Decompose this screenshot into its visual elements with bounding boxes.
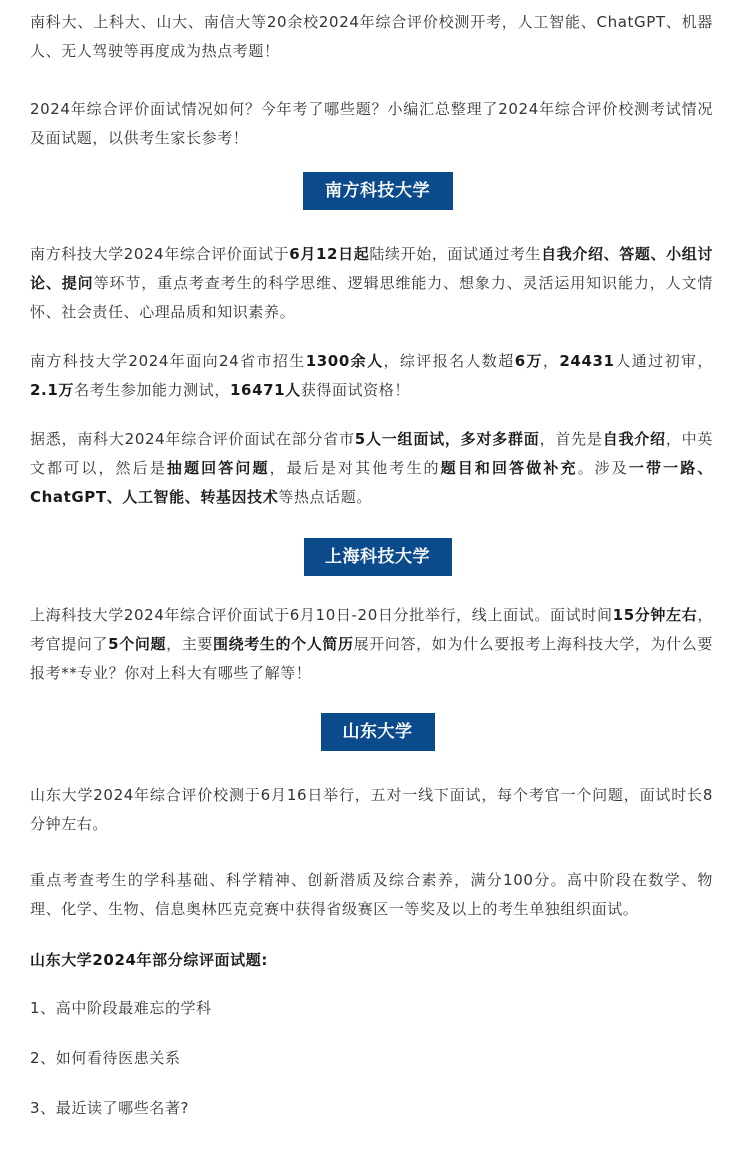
text-run: 展开问答，如为什么要报考上海科技大学，为什么要报考**专业？你对上科大有哪些了解等！ [30, 635, 713, 682]
section-heading-shanghaitech [30, 538, 713, 576]
text-run: ，中英文都可以，然后是 [30, 430, 713, 477]
section-heading-label: 南方科技大学 [303, 172, 453, 210]
bold-run: 1300余人 [305, 352, 384, 370]
text-run: 南方科技大学2024年综合评价面试于 [30, 245, 290, 263]
bold-run: 24431 [559, 352, 615, 370]
text-run: ，首先是 [539, 430, 603, 448]
text-run: 等环节，重点考查考生的科学思维、逻辑思维能力、想象力、灵活运用知识能力，人文情怀、社会责任、心理品质和知识素养。 [30, 274, 713, 321]
bold-run: 题目和回答做补充 [440, 459, 578, 477]
bold-run: 山东大学2024年部分综评面试题: [30, 951, 268, 969]
question-item: 2、如何看待医患关系 [30, 1049, 181, 1067]
bold-run: 5个问题 [108, 635, 167, 653]
sustech-paragraph [30, 425, 713, 512]
bold-run: 6月12日起 [289, 245, 370, 263]
sustech-paragraph [30, 347, 713, 405]
text-run: 人通过初审， [614, 352, 713, 370]
section-heading-sdu [30, 713, 713, 751]
bold-run: 2.1万 [30, 381, 74, 399]
text-run: 获得面试资格！ [300, 381, 410, 399]
sdu-questions-title [30, 946, 713, 975]
bold-run: 抽题回答问题 [166, 459, 270, 477]
section-heading-label: 上海科技大学 [304, 538, 452, 576]
sustech-paragraph [30, 240, 713, 327]
text-run: 名考生参加能力测试， [73, 381, 230, 399]
bold-run: 5人一组面试，多对多群面 [354, 430, 540, 448]
text-run: 陆续开始，面试通过考生 [369, 245, 542, 263]
text-run: ，考官提问了 [30, 606, 713, 653]
text-run: 上海科技大学2024年综合评价面试于6月10日-20日分批举行，线上面试。面试时间 [30, 606, 613, 624]
sdu-paragraph: 山东大学2024年综合评价校测于6月16日举行，五对一线下面试，每个考官一个问题，面试时长8分钟左右。 [30, 786, 713, 833]
section-heading-sustech [30, 172, 713, 210]
text-run: ，综评报名人数超 [383, 352, 515, 370]
bold-run: 15分钟左右 [612, 606, 698, 624]
text-run: 等热点话题。 [278, 488, 372, 506]
text-run: ，主要 [166, 635, 213, 653]
sdu-paragraph: 重点考查考生的学科基础、科学精神、创新潜质及综合素养，满分100分。高中阶段在数学、物理、化学、生物、信息奥林匹克竞赛中获得省级赛区一等奖及以上的考生单独组织面试。 [30, 871, 713, 918]
bold-run: 围绕考生的个人简历 [212, 635, 354, 653]
text-run: 南方科技大学2024年面向24省市招生 [30, 352, 306, 370]
shanghaitech-paragraph [30, 601, 713, 688]
bold-run: 自我介绍、答题、小组讨论、提问 [30, 245, 713, 292]
bold-run: 自我介绍 [602, 430, 666, 448]
text-run: 。涉及 [577, 459, 629, 477]
text-run: 据悉，南科大2024年综合评价面试在部分省市 [30, 430, 355, 448]
intro-paragraph: 2024年综合评价面试情况如何？今年考了哪些题？小编汇总整理了2024年综合评价校测考试情况及面试题，以供考生家长参考！ [30, 100, 713, 147]
bold-run: 16471人 [230, 381, 301, 399]
intro-paragraph: 南科大、上科大、山大、南信大等20余校2024年综合评价校测开考，人工智能、ChatGPT、机器人、无人驾驶等再度成为热点考题！ [30, 13, 713, 60]
bold-run: 一带一路、ChatGPT、人工智能、转基因技术 [30, 459, 713, 506]
section-heading-label: 山东大学 [321, 713, 435, 751]
text-run: ， [542, 352, 560, 370]
question-item: 1、高中阶段最难忘的学科 [30, 999, 212, 1017]
bold-run: 6万 [514, 352, 543, 370]
text-run: ，最后是对其他考生的 [269, 459, 441, 477]
question-item: 3、最近读了哪些名著? [30, 1099, 190, 1117]
